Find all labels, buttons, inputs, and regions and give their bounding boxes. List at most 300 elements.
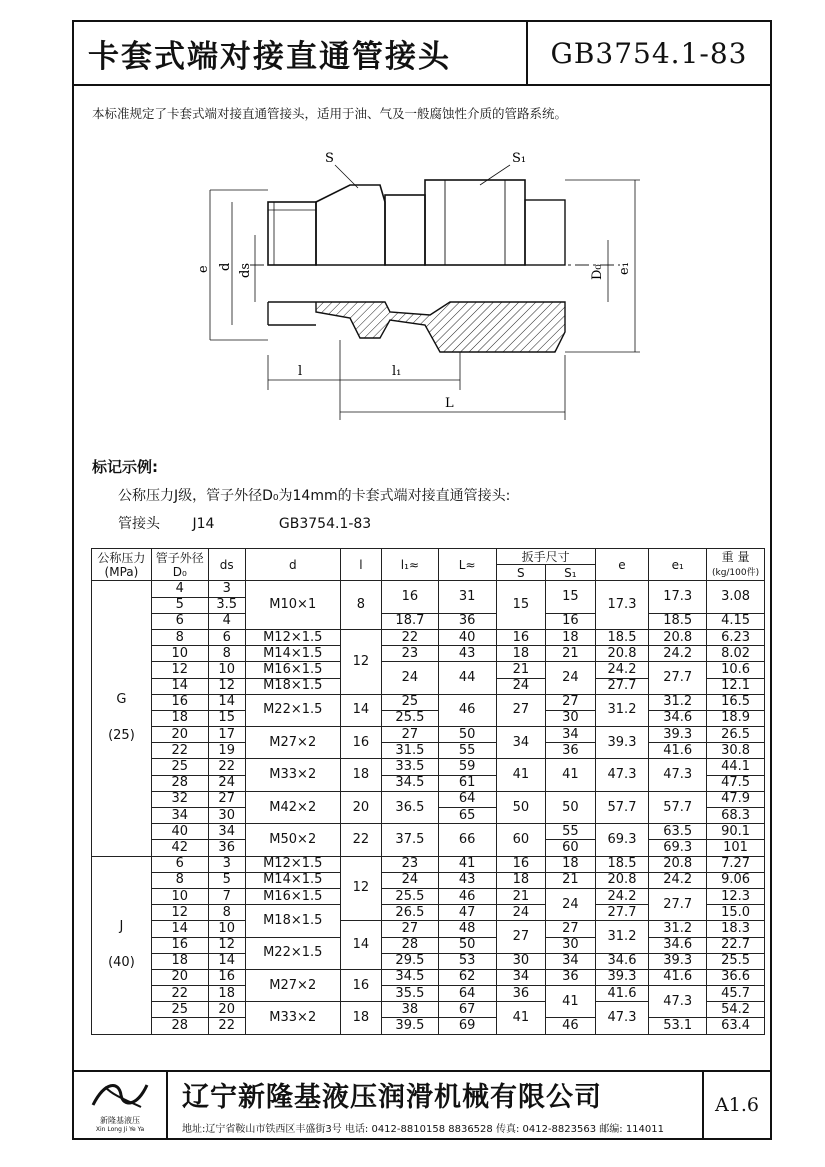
table-row	[92, 646, 765, 662]
table-cell: 22	[382, 629, 439, 645]
table-cell: 18.5	[595, 856, 649, 872]
table-cell: M18×1.5	[245, 905, 340, 937]
table-cell: 16	[382, 581, 439, 613]
table-cell: 62	[438, 969, 496, 985]
table-cell: 21	[496, 662, 546, 678]
table-cell: 24.2	[595, 888, 649, 904]
table-cell: 50	[438, 937, 496, 953]
table-cell: 12	[151, 905, 208, 921]
pressure-grade-cell	[92, 581, 152, 856]
table-cell: 36	[438, 613, 496, 629]
table-cell: M42×2	[245, 791, 340, 823]
logo-subtext: Xin Long Ji Ye Ya	[95, 1126, 145, 1133]
table-cell: 3	[208, 581, 245, 597]
mark-spec: J14	[192, 516, 215, 532]
table-row	[92, 613, 765, 629]
header-wrench: 扳手尺寸	[496, 549, 595, 565]
table-cell: 36	[208, 840, 245, 856]
table-cell: 18	[340, 759, 381, 791]
table-cell: 10	[151, 888, 208, 904]
table-cell: 24	[546, 888, 596, 920]
table-cell: 3.08	[707, 581, 765, 613]
table-row	[92, 629, 765, 645]
table-cell: 22	[208, 759, 245, 775]
table-cell: 27	[496, 694, 546, 726]
table-cell: 18	[151, 710, 208, 726]
mark-code: GB3754.1-83	[278, 516, 372, 532]
table-cell: 18	[496, 872, 546, 888]
table-cell: 57.7	[595, 791, 649, 823]
table-cell: 18.9	[707, 710, 765, 726]
grade-letter: J	[119, 919, 124, 935]
table-row	[92, 856, 765, 872]
label-d: d	[218, 262, 233, 271]
table-cell: 31.2	[649, 921, 707, 937]
table-cell: 47.3	[649, 759, 707, 791]
table-cell: 41	[546, 986, 596, 1018]
table-cell: 34.6	[649, 710, 707, 726]
table-cell: 33.5	[382, 759, 439, 775]
table-cell: 18.3	[707, 921, 765, 937]
table-cell: 39.3	[595, 969, 649, 985]
header-l: l	[340, 549, 381, 581]
table-cell: 34.6	[649, 937, 707, 953]
table-cell: 24	[208, 775, 245, 791]
mark-name: 管接头	[118, 516, 160, 532]
table-cell: 5	[208, 872, 245, 888]
table-cell: 24	[496, 678, 546, 694]
table-cell: 53	[438, 953, 496, 969]
label-D0: D₀	[590, 264, 605, 280]
table-cell: 16	[208, 969, 245, 985]
table-cell: 64	[438, 986, 496, 1002]
table-cell: 67	[438, 1002, 496, 1018]
table-cell: 66	[438, 824, 496, 856]
table-row	[92, 824, 765, 840]
table-cell: 16	[496, 629, 546, 645]
table-cell: M27×2	[245, 969, 340, 1001]
table-cell: 31.2	[595, 921, 649, 953]
company-address: 地址:辽宁省鞍山市铁西区丰盛街3号 电话: 0412-8810158 8836528 传真: 0412-8823563 邮编: 114011	[182, 1124, 664, 1135]
table-cell: 41.6	[595, 986, 649, 1002]
table-row	[92, 969, 765, 985]
table-cell: 25.5	[382, 710, 439, 726]
table-cell: 34	[546, 953, 596, 969]
table-cell: 14	[151, 678, 208, 694]
table-cell: 14	[151, 921, 208, 937]
table-cell: 31	[438, 581, 496, 613]
company-logo	[74, 1072, 168, 1138]
table-cell: 18	[546, 629, 596, 645]
table-row	[92, 694, 765, 710]
table-cell: 34.6	[595, 953, 649, 969]
table-row	[92, 888, 765, 904]
table-cell: 36	[546, 743, 596, 759]
table-cell: 24	[382, 872, 439, 888]
table-cell: 30	[546, 710, 596, 726]
table-cell: 20.8	[649, 856, 707, 872]
company-info	[168, 1072, 702, 1138]
table-cell: 8	[208, 646, 245, 662]
table-cell: 27.7	[595, 905, 649, 921]
table-cell: 18.5	[595, 629, 649, 645]
table-cell: 34.5	[382, 775, 439, 791]
table-cell: 14	[208, 694, 245, 710]
table-cell: 16	[340, 727, 381, 759]
table-cell: 4	[208, 613, 245, 629]
table-cell: 8	[208, 905, 245, 921]
table-row	[92, 743, 765, 759]
table-row	[92, 937, 765, 953]
table-cell: 14	[340, 694, 381, 726]
page-number: A1.6	[702, 1072, 770, 1138]
table-cell: M14×1.5	[245, 646, 340, 662]
table-cell: 31.2	[595, 694, 649, 726]
table-cell: 26.5	[707, 727, 765, 743]
table-cell: M16×1.5	[245, 662, 340, 678]
label-S: S	[325, 151, 334, 166]
table-cell: 69.3	[649, 840, 707, 856]
table-cell: 6	[151, 856, 208, 872]
table-row	[92, 872, 765, 888]
table-cell: 34	[151, 808, 208, 824]
table-cell: 43	[438, 646, 496, 662]
header-d: d	[245, 549, 340, 581]
header-pressure: 公称压力 (MPa)	[92, 549, 152, 581]
example-mark	[118, 513, 510, 533]
table-cell: 27.7	[595, 678, 649, 694]
table-cell: 41	[438, 856, 496, 872]
table-cell: 12.1	[707, 678, 765, 694]
table-cell: 30	[208, 808, 245, 824]
table-cell: 12	[208, 937, 245, 953]
table-cell: 63.4	[707, 1018, 765, 1034]
table-cell: 44	[438, 662, 496, 694]
table-cell: 54.2	[707, 1002, 765, 1018]
table-cell: 16	[340, 969, 381, 1001]
table-cell: 41.6	[649, 743, 707, 759]
table-cell: M14×1.5	[245, 872, 340, 888]
table-cell: 41	[496, 1002, 546, 1034]
table-cell: 25.5	[382, 888, 439, 904]
table-cell: 43	[438, 872, 496, 888]
table-cell: 39.3	[595, 727, 649, 759]
document-title: 卡套式端对接直通管接头	[74, 22, 528, 84]
title-block	[72, 20, 772, 86]
table-cell: 45.7	[707, 986, 765, 1002]
table-cell: 18	[340, 1002, 381, 1034]
label-ds: ds	[238, 263, 253, 278]
table-cell: 7	[208, 888, 245, 904]
table-cell: 16	[151, 694, 208, 710]
table-cell: 20.8	[595, 646, 649, 662]
table-cell: 10	[208, 921, 245, 937]
table-cell: 20.8	[595, 872, 649, 888]
table-cell: 24	[546, 662, 596, 694]
table-cell: 24.2	[649, 872, 707, 888]
label-l1: l₁	[392, 364, 402, 379]
label-S1: S₁	[512, 151, 527, 166]
header-L: L≈	[438, 549, 496, 581]
table-cell: 15.0	[707, 905, 765, 921]
table-cell: 50	[546, 791, 596, 823]
table-cell: 41.6	[649, 969, 707, 985]
table-cell: 22	[151, 986, 208, 1002]
table-cell: 18	[208, 986, 245, 1002]
table-cell: 16	[496, 856, 546, 872]
table-cell: 34	[496, 727, 546, 759]
table-row	[92, 662, 765, 678]
table-cell: 28	[382, 937, 439, 953]
table-cell: 24	[496, 905, 546, 921]
table-cell: 15	[208, 710, 245, 726]
table-cell: 68.3	[707, 808, 765, 824]
table-cell: 22	[208, 1018, 245, 1034]
company-name: 辽宁新隆基液压润滑机械有限公司	[182, 1082, 602, 1113]
table-cell: 25	[151, 1002, 208, 1018]
table-cell: 69	[438, 1018, 496, 1034]
table-cell: 10	[151, 646, 208, 662]
table-cell: 42	[151, 840, 208, 856]
table-cell: 6.23	[707, 629, 765, 645]
table-cell: 39.3	[649, 727, 707, 743]
table-cell: 34.5	[382, 969, 439, 985]
table-cell: 36.5	[382, 791, 439, 823]
table-row	[92, 791, 765, 807]
table-cell: 10.6	[707, 662, 765, 678]
table-cell: 61	[438, 775, 496, 791]
table-cell: 20	[208, 1002, 245, 1018]
table-cell: 22	[151, 743, 208, 759]
table-cell: 63.5	[649, 824, 707, 840]
table-cell: 24.2	[649, 646, 707, 662]
table-cell: 39.5	[382, 1018, 439, 1034]
table-cell: 32	[151, 791, 208, 807]
table-cell: 20	[151, 969, 208, 985]
table-cell: 65	[438, 808, 496, 824]
table-cell: 15	[546, 581, 596, 613]
table-cell: 7.27	[707, 856, 765, 872]
header-e1: e₁	[649, 549, 707, 581]
table-cell: 64	[438, 791, 496, 807]
table-cell: M50×2	[245, 824, 340, 856]
table-cell: 30	[496, 953, 546, 969]
table-cell: 41	[546, 759, 596, 791]
table-cell: 27	[496, 921, 546, 953]
table-cell: 19	[208, 743, 245, 759]
example-heading: 标记示例:	[92, 458, 158, 476]
header-weight: 重 量 (kg/100件)	[707, 549, 765, 581]
table-cell: 25	[382, 694, 439, 710]
table-row	[92, 953, 765, 969]
table-cell: M12×1.5	[245, 856, 340, 872]
table-cell: 23	[382, 856, 439, 872]
header-od: 管子外径 D₀	[151, 549, 208, 581]
table-cell: 46	[546, 1018, 596, 1034]
table-cell: 9.06	[707, 872, 765, 888]
pressure-grade-cell	[92, 856, 152, 1034]
table-cell: 40	[151, 824, 208, 840]
table-cell: 27	[382, 921, 439, 937]
table-cell: M27×2	[245, 727, 340, 759]
table-cell: 90.1	[707, 824, 765, 840]
dimensions-table	[91, 548, 765, 1035]
table-cell: 17.3	[595, 581, 649, 630]
table-cell: 34	[208, 824, 245, 840]
table-cell: 36	[496, 986, 546, 1002]
table-cell: 6	[208, 629, 245, 645]
table-cell: 12.3	[707, 888, 765, 904]
logo-mark-icon	[85, 1077, 155, 1115]
table-cell: 12	[151, 662, 208, 678]
table-cell: 27	[546, 921, 596, 937]
table-cell: 6	[151, 613, 208, 629]
intro-text: 本标准规定了卡套式端对接直通管接头，适用于油、气及一般腐蚀性介质的管路系统。	[92, 106, 568, 121]
table-cell: 18.7	[382, 613, 439, 629]
table-cell: 28	[151, 1018, 208, 1034]
table-cell: 60	[496, 824, 546, 856]
table-cell: 47.3	[595, 759, 649, 791]
table-cell: 3.5	[208, 597, 245, 613]
table-cell: 50	[496, 791, 546, 823]
table-cell: M10×1	[245, 581, 340, 630]
table-cell: 38	[382, 1002, 439, 1018]
table-cell: 46	[438, 694, 496, 726]
table-cell: 25.5	[707, 953, 765, 969]
table-cell: 36	[546, 969, 596, 985]
table-row	[92, 710, 765, 726]
marking-example	[92, 456, 510, 541]
table-cell: 30	[546, 937, 596, 953]
table-cell: 18	[546, 856, 596, 872]
table-cell: M22×1.5	[245, 694, 340, 726]
table-cell: 4.15	[707, 613, 765, 629]
table-cell: 31.5	[382, 743, 439, 759]
table-cell: 34	[496, 969, 546, 985]
table-cell: 5	[151, 597, 208, 613]
table-row	[92, 921, 765, 937]
header-S1: S₁	[546, 565, 596, 581]
table-cell: M18×1.5	[245, 678, 340, 694]
table-cell: 14	[340, 921, 381, 970]
table-cell: 27	[208, 791, 245, 807]
table-cell: M22×1.5	[245, 937, 340, 969]
table-cell: 47	[438, 905, 496, 921]
table-cell: M16×1.5	[245, 888, 340, 904]
table-cell: 39.3	[649, 953, 707, 969]
table-cell: 37.5	[382, 824, 439, 856]
table-cell: 57.7	[649, 791, 707, 823]
fitting-drawing	[180, 140, 650, 430]
table-cell: 26.5	[382, 905, 439, 921]
table-cell: 20	[340, 791, 381, 823]
table-cell: 18.5	[649, 613, 707, 629]
table-cell: 29.5	[382, 953, 439, 969]
table-cell: 55	[438, 743, 496, 759]
table-cell: 47.5	[707, 775, 765, 791]
table-cell: 60	[546, 840, 596, 856]
table-cell: 18	[151, 953, 208, 969]
table-cell: 8	[340, 581, 381, 630]
table-cell: 16	[151, 937, 208, 953]
table-row	[92, 581, 765, 597]
table-cell: 22.7	[707, 937, 765, 953]
footer-block	[72, 1070, 772, 1140]
table-cell: 59	[438, 759, 496, 775]
table-cell: 34	[546, 727, 596, 743]
table-cell: 36.6	[707, 969, 765, 985]
table-cell: 17.3	[649, 581, 707, 613]
table-cell: M33×2	[245, 759, 340, 791]
table-cell: 47.3	[649, 986, 707, 1018]
table-cell: 21	[546, 872, 596, 888]
table-cell: 17	[208, 727, 245, 743]
table-cell: 3	[208, 856, 245, 872]
label-e: e	[196, 265, 211, 273]
table-cell: 4	[151, 581, 208, 597]
table-cell: 27	[382, 727, 439, 743]
table-cell: 14	[208, 953, 245, 969]
table-cell: 35.5	[382, 986, 439, 1002]
grade-letter: G	[116, 692, 127, 708]
grade-pressure: (40)	[108, 955, 135, 971]
table-row	[92, 986, 765, 1002]
logo-text: 新隆基液压	[100, 1116, 140, 1125]
table-cell: M12×1.5	[245, 629, 340, 645]
table-cell: 18	[496, 646, 546, 662]
header-l1: l₁≈	[382, 549, 439, 581]
table-cell: 44.1	[707, 759, 765, 775]
table-cell: 47.3	[595, 1002, 649, 1034]
table-cell: 27	[546, 694, 596, 710]
table-cell: 12	[340, 856, 381, 921]
table-cell: 31.2	[649, 694, 707, 710]
table-cell: 10	[208, 662, 245, 678]
table-cell: 8	[151, 629, 208, 645]
table-cell: 23	[382, 646, 439, 662]
standard-code: GB3754.1-83	[550, 36, 748, 70]
table-cell: 27.7	[649, 662, 707, 694]
table-row	[92, 1018, 765, 1034]
table-cell: 46	[438, 888, 496, 904]
table-cell: M33×2	[245, 1002, 340, 1034]
table-row	[92, 759, 765, 775]
table-cell: 20.8	[649, 629, 707, 645]
table-cell: 50	[438, 727, 496, 743]
table-cell: 47.9	[707, 791, 765, 807]
table-cell: 22	[340, 824, 381, 856]
table-cell: 69.3	[595, 824, 649, 856]
table-cell: 16	[546, 613, 596, 629]
label-e1: e₁	[617, 262, 632, 275]
table-cell: 53.1	[649, 1018, 707, 1034]
table-cell: 24.2	[595, 662, 649, 678]
label-l: l	[298, 364, 303, 379]
table-cell: 24	[382, 662, 439, 694]
table-cell: 27.7	[649, 888, 707, 920]
table-cell: 40	[438, 629, 496, 645]
table-cell: 21	[546, 646, 596, 662]
table-cell: 12	[340, 629, 381, 694]
table-cell: 48	[438, 921, 496, 937]
header-ds: ds	[208, 549, 245, 581]
table-cell: 55	[546, 824, 596, 840]
table-cell: 30.8	[707, 743, 765, 759]
table-cell: 28	[151, 775, 208, 791]
header-e: e	[595, 549, 649, 581]
table-cell: 25	[151, 759, 208, 775]
example-description: 公称压力J级，管子外径D₀为14mm的卡套式端对接直通管接头:	[118, 488, 511, 504]
